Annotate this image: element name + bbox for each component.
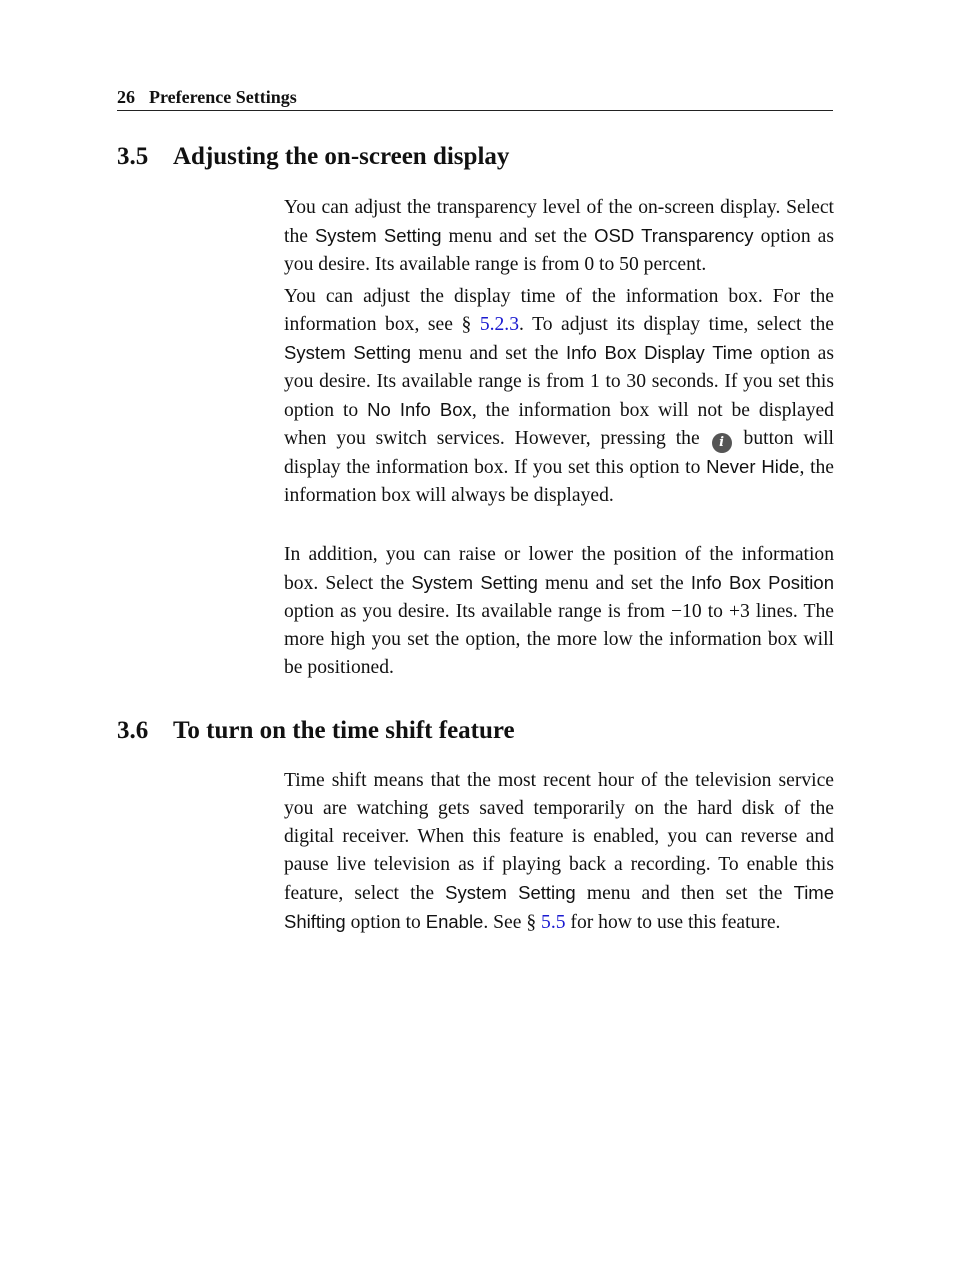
- section-title: Adjusting the on-screen display: [173, 143, 510, 170]
- page-number: 26: [117, 87, 135, 107]
- section-heading-3-6: [117, 716, 833, 746]
- chapter-title: Preference Settings: [149, 87, 297, 107]
- text-run: , the information box will always be displayed.: [284, 457, 834, 506]
- section-title: To turn on the time shift feature: [173, 717, 515, 744]
- menu-name-system-setting: System Setting: [284, 342, 411, 363]
- paragraph-info-box-display-time: [284, 283, 834, 510]
- text-run: Time shift means that the most recent hour of the television service you are watching gets saved temporarily on the hard disk of the digital receiver. When this feature is enabled, you can reverse and pause live television as if playing back a recording. To enable this feature, select the: [284, 770, 834, 904]
- option-name-time-shifting: Time Shifting: [284, 882, 835, 932]
- option-value-never-hide: Never Hide: [706, 456, 800, 477]
- menu-name-system-setting: System Setting: [445, 882, 576, 903]
- text-run: button will display the information box. If you set this option to: [284, 428, 835, 478]
- menu-name-system-setting: System Setting: [411, 572, 538, 593]
- text-run: option as you desire. Its available range is from 0 to 50 percent.: [284, 226, 834, 275]
- text-run: , the information box will not be displayed when you switch services. However, pressing the: [284, 400, 834, 449]
- menu-name-system-setting: System Setting: [314, 225, 442, 246]
- section-heading-3-5: [117, 142, 833, 172]
- paragraph-info-box-position: [284, 541, 834, 682]
- text-run: option as you desire. Its available range is from −10 to +3 lines. The more high you set the option, the more low the information box will be positioned.: [284, 601, 834, 678]
- section-number: 3.6: [117, 717, 149, 744]
- option-name-info-box-position: Info Box Position: [690, 572, 834, 593]
- text-run: menu and then set the: [575, 883, 794, 904]
- paragraph-osd-transparency: [284, 194, 834, 279]
- text-run: menu and set the: [411, 343, 566, 364]
- info-button-icon: i: [712, 433, 732, 453]
- text-run: . See §: [483, 912, 542, 933]
- text-run: option to: [345, 912, 426, 933]
- running-header: [117, 86, 833, 111]
- text-run: You can adjust the display time of the information box. For the information box, see §: [284, 286, 834, 335]
- option-name-osd-transparency: OSD Transparency: [594, 225, 754, 246]
- option-value-no-info-box: No Info Box: [367, 399, 472, 420]
- text-run: for how to use this feature.: [565, 912, 781, 933]
- option-name-info-box-display-time: Info Box Display Time: [565, 342, 753, 363]
- text-run: menu and set the: [441, 226, 595, 247]
- section-number: 3.5: [117, 143, 149, 170]
- text-run: In addition, you can raise or lower the position of the information box. Select the: [284, 544, 834, 594]
- text-run: menu and set the: [537, 573, 691, 594]
- paragraph-time-shift: [284, 767, 834, 937]
- text-run: . To adjust its display time, select the: [519, 314, 834, 335]
- option-value-enable: Enable: [425, 911, 484, 932]
- cross-reference-link[interactable]: 5.5: [541, 912, 566, 933]
- text-run: option as you desire. Its available range is from 1 to 30 seconds. If you set this option to: [284, 343, 834, 421]
- cross-reference-link[interactable]: 5.2.3: [479, 314, 519, 335]
- text-run: You can adjust the transparency level of the on-screen display. Select the: [284, 197, 834, 247]
